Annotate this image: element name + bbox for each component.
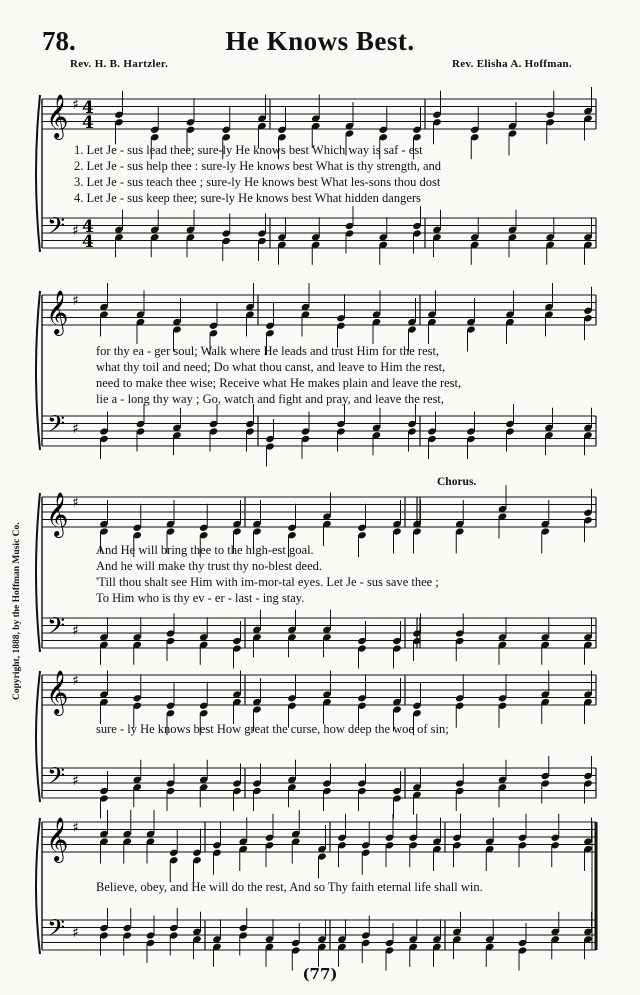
- sharp-key-signature: ♯: [72, 223, 79, 239]
- hymn-number: 78.: [42, 26, 76, 56]
- lyric-line: 3. Let Je - sus teach thee ; sure-ly He knows best What les-sons thou dost: [74, 175, 441, 189]
- lyric-line: what thy toil and need; Do what thou canst, and leave to Him the rest,: [96, 360, 446, 374]
- lyric-line: for thy ea - ger soul; Walk where He leads and trust Him for the rest,: [96, 344, 440, 358]
- bass-clef: 𝄢: [47, 612, 66, 645]
- sharp-key-signature: ♯: [72, 293, 79, 309]
- lyric-line: 'Till thou shalt see Him with im-mor-tal eyes. Let Je - sus save thee ;: [96, 575, 439, 589]
- treble-clef: 𝄞: [46, 492, 69, 536]
- sharp-key-signature: ♯: [72, 97, 79, 113]
- treble-clef: 𝄞: [46, 94, 69, 138]
- system-bracket: [36, 818, 40, 954]
- time-signature: 4: [82, 113, 94, 133]
- chorus-label: Chorus.: [437, 476, 477, 488]
- lyric-line: lie a - long thy way ; Go, watch and fight and pray, and leave the rest,: [96, 392, 445, 406]
- composer-credit: Rev. Elisha A. Hoffman.: [452, 58, 572, 70]
- lyric-line: 2. Let Je - sus help thee : sure-ly He knows best What is thy strength, and: [74, 159, 442, 173]
- lyric-line: 1. Let Je - sus lead thee; sure-ly He knows best Which way is saf - est: [74, 143, 423, 157]
- copyright-notice: Copyright, 1888, by the Hoffman Music Co.: [12, 522, 22, 700]
- time-signature: 4: [82, 98, 94, 118]
- treble-clef: 𝄞: [46, 290, 69, 334]
- treble-clef: 𝄞: [46, 817, 69, 861]
- sharp-key-signature: ♯: [72, 673, 79, 689]
- system-bracket: [36, 95, 40, 252]
- hymn-title: He Knows Best.: [225, 26, 415, 56]
- bass-clef: 𝄢: [47, 212, 66, 245]
- sharp-key-signature: ♯: [72, 421, 79, 437]
- sharp-key-signature: ♯: [72, 820, 79, 836]
- bass-clef: 𝄢: [47, 410, 66, 443]
- bass-clef: 𝄢: [47, 914, 66, 947]
- system-bracket: [36, 291, 40, 450]
- system-bracket: [36, 493, 40, 652]
- system-bracket: [36, 671, 40, 802]
- sharp-key-signature: ♯: [72, 623, 79, 639]
- lyric-line: need to make thee wise; Receive what He makes plain and leave the rest,: [96, 376, 462, 390]
- treble-clef: 𝄞: [46, 670, 69, 714]
- sharp-key-signature: ♯: [72, 495, 79, 511]
- lyric-line: To Him who is thy ev - er - last - ing stay.: [96, 591, 305, 605]
- lyric-line: And he will make thy trust thy no-blest deed.: [96, 559, 323, 573]
- sharp-key-signature: ♯: [72, 773, 79, 789]
- lyric-line: 4. Let Je - sus keep thee; sure-ly He knows best What hidden dangers: [74, 191, 421, 205]
- lyric-line: sure - ly He knows best How great the curse, how deep the woe of sin;: [96, 722, 449, 736]
- page-number: (77): [302, 965, 338, 983]
- time-signature: 4: [82, 232, 94, 252]
- lyricist-credit: Rev. H. B. Hartzler.: [70, 58, 169, 70]
- lyric-line: Believe, obey, and He will do the rest, And so Thy faith eternal life shall win.: [96, 880, 483, 894]
- bass-clef: 𝄢: [47, 762, 66, 795]
- time-signature: 4: [82, 217, 94, 237]
- sharp-key-signature: ♯: [72, 925, 79, 941]
- lyric-line: And He will bring thee to the high-est goal.: [96, 543, 314, 557]
